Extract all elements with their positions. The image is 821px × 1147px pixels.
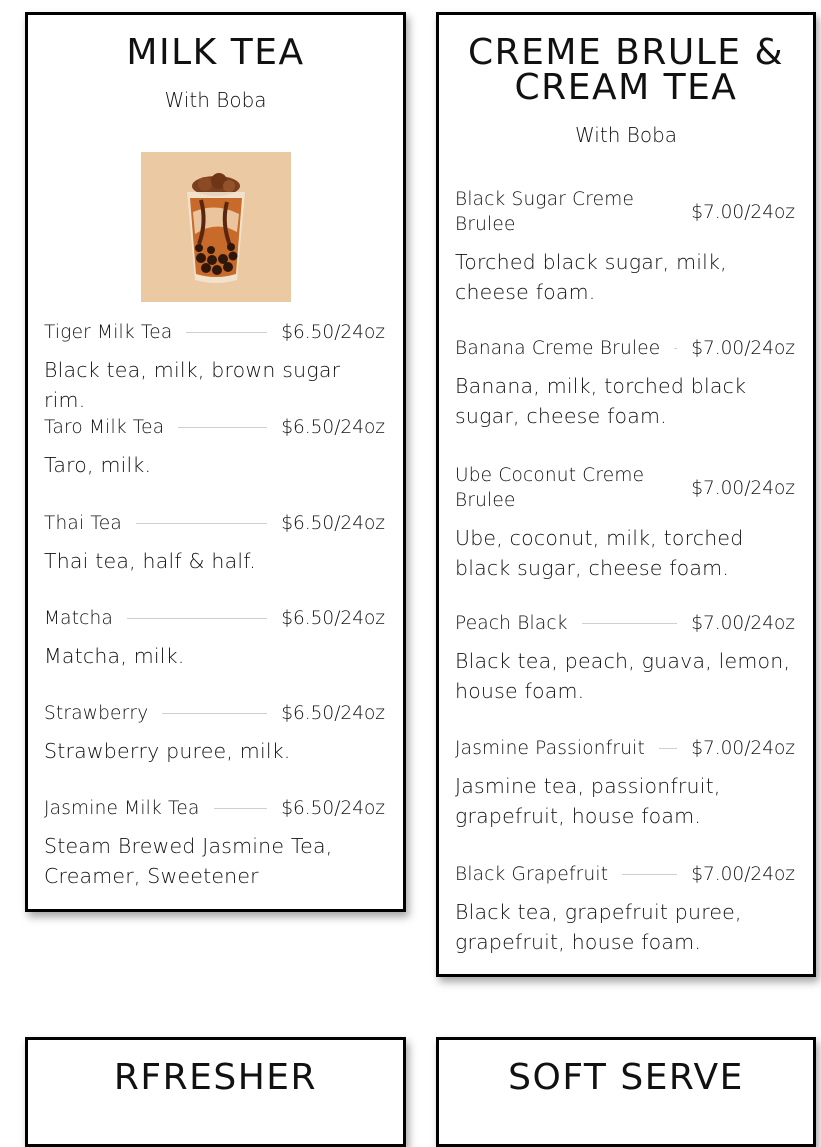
item-name: Peach Black [455,613,568,634]
item-price: $6.50/24oz [281,322,385,343]
creme-brule-card [436,12,816,977]
soft-serve-title: SOFT SERVE [508,1057,744,1098]
item-description: Strawberry puree, milk. [44,739,291,763]
milk-tea-subtitle: With Boba [164,88,267,112]
milk-tea-photo [141,152,291,302]
item-description: Black tea, peach, guava, lemon, house foam. [455,649,791,703]
item-description: Jasmine tea, passionfruit, grapefruit, house foam. [455,774,721,828]
item-description: Torched black sugar, milk, cheese foam. [455,250,727,304]
item-price: $7.00/24oz [691,613,795,634]
leader-line [659,748,677,749]
soft-serve-card [436,1037,816,1147]
menu-item [44,606,385,671]
item-description: Black tea, milk, brown sugar rim. [44,358,341,412]
item-name: Jasmine Passionfruit [455,738,645,759]
leader-line [186,332,267,333]
creme-brule-subtitle: With Boba [574,123,678,147]
item-name: Black Grapefruit [455,864,609,885]
item-description: Ube, coconut, milk, torched black sugar, cheese foam. [455,526,744,580]
item-price: $6.50/24oz [281,513,385,534]
item-price: $6.50/24oz [281,798,385,819]
menu-item [44,415,385,480]
menu-item [455,736,795,831]
menu-item [455,862,795,957]
item-name: Matcha [44,608,113,629]
leader-line [136,523,267,524]
item-price: $6.50/24oz [281,608,385,629]
item-description: Black tea, grapefruit puree, grapefruit, house foam. [455,900,742,954]
menu-item [44,511,385,576]
leader-line [162,713,267,714]
boba-cup-icon [141,152,291,302]
item-description: Steam Brewed Jasmine Tea, Creamer, Sweetener [44,834,333,888]
menu-item [455,611,795,706]
title-line-2: CREAM TEA [514,67,738,108]
item-description: Thai tea, half & half. [44,549,256,573]
refresher-title: RFRESHER [113,1057,318,1098]
item-name: Black Sugar Creme Brulee [455,189,635,235]
menu-item [455,336,795,431]
item-price: $7.00/24oz [691,338,795,359]
milk-tea-card [25,12,406,912]
title-line-1: CREME BRULE & [467,32,785,73]
item-description: Taro, milk. [44,453,152,477]
menu-item [44,320,385,415]
leader-line [214,808,268,809]
item-price: $6.50/24oz [281,703,385,724]
leader-line [127,618,267,619]
item-name: Strawberry [44,703,149,724]
menu-item [44,701,385,766]
menu-item [455,463,795,583]
item-price: $7.00/24oz [691,477,795,499]
creme-brule-title [439,32,813,108]
item-price: $7.00/24oz [691,738,795,759]
item-price: $7.00/24oz [691,201,795,223]
item-name: Tiger Milk Tea [44,322,173,343]
item-name: Thai Tea [44,513,122,534]
leader-line [674,348,677,349]
milk-tea-title: MILK TEA [126,32,305,73]
menu-item [455,187,795,307]
leader-line [622,874,677,875]
item-description: Banana, milk, torched black sugar, cheese foam. [455,374,747,428]
leader-line [582,623,678,624]
item-name: Taro Milk Tea [44,417,165,438]
item-name: Jasmine Milk Tea [44,798,200,819]
refresher-card [25,1037,406,1147]
item-name: Ube Coconut Creme Brulee [455,465,645,511]
item-price: $7.00/24oz [691,864,795,885]
item-price: $6.50/24oz [281,417,385,438]
item-name: Banana Creme Brulee [455,338,661,359]
item-description: Matcha, milk. [44,644,185,668]
menu-item [44,796,385,891]
leader-line [178,427,267,428]
